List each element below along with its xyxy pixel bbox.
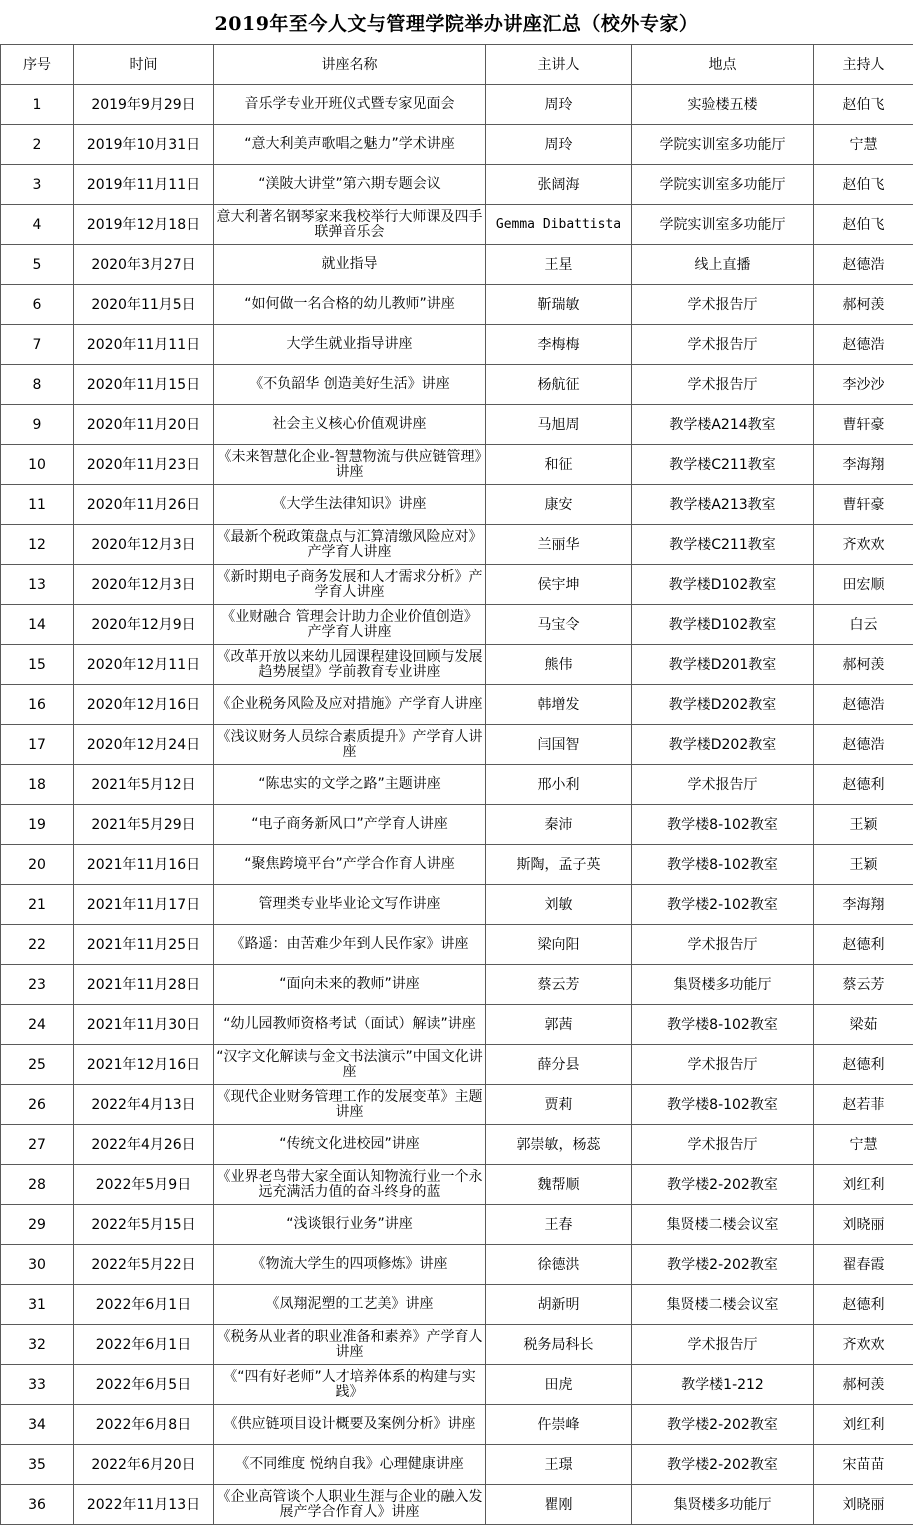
cell-name: 《企业税务风险及应对措施》产学育人讲座 (214, 685, 486, 725)
cell-location: 教学楼8-102教室 (632, 1085, 814, 1125)
cell-location: 教学楼8-102教室 (632, 845, 814, 885)
cell-index: 2 (1, 125, 74, 165)
cell-host: 齐欢欢 (814, 525, 913, 565)
cell-location: 集贤楼二楼会议室 (632, 1205, 814, 1245)
cell-speaker: 杨航征 (486, 365, 632, 405)
cell-host: 王颖 (814, 805, 913, 845)
cell-host: 赵伯飞 (814, 165, 913, 205)
cell-host: 郝柯羡 (814, 645, 913, 685)
cell-index: 29 (1, 1205, 74, 1245)
cell-index: 6 (1, 285, 74, 325)
cell-index: 19 (1, 805, 74, 845)
header-index: 序号 (1, 45, 74, 85)
cell-index: 25 (1, 1045, 74, 1085)
cell-index: 21 (1, 885, 74, 925)
cell-name: “意大利美声歌唱之魅力”学术讲座 (214, 125, 486, 165)
cell-date: 2019年10月31日 (74, 125, 214, 165)
cell-index: 11 (1, 485, 74, 525)
cell-location: 学术报告厅 (632, 325, 814, 365)
cell-date: 2021年5月12日 (74, 765, 214, 805)
table-row (1, 1445, 913, 1485)
cell-date: 2021年12月16日 (74, 1045, 214, 1085)
cell-index: 31 (1, 1285, 74, 1325)
cell-date: 2020年3月27日 (74, 245, 214, 285)
cell-date: 2019年11月11日 (74, 165, 214, 205)
cell-name: 《未来智慧化企业-智慧物流与供应链管理》讲座 (214, 445, 486, 485)
cell-index: 28 (1, 1165, 74, 1205)
cell-speaker: 王星 (486, 245, 632, 285)
table-row (1, 805, 913, 845)
cell-location: 学院实训室多功能厅 (632, 205, 814, 245)
cell-index: 13 (1, 565, 74, 605)
cell-date: 2021年11月30日 (74, 1005, 214, 1045)
cell-index: 27 (1, 1125, 74, 1165)
cell-speaker: 周玲 (486, 125, 632, 165)
cell-index: 12 (1, 525, 74, 565)
cell-name: “面向未来的教师”讲座 (214, 965, 486, 1005)
cell-name: 《最新个税政策盘点与汇算清缴风险应对》产学育人讲座 (214, 525, 486, 565)
table-row (1, 925, 913, 965)
table-row (1, 1285, 913, 1325)
cell-location: 学术报告厅 (632, 1325, 814, 1365)
table-row (1, 765, 913, 805)
cell-location: 学术报告厅 (632, 285, 814, 325)
cell-speaker: 郭崇敏，杨蕊 (486, 1125, 632, 1165)
header-speaker: 主讲人 (486, 45, 632, 85)
cell-index: 23 (1, 965, 74, 1005)
header-location: 地点 (632, 45, 814, 85)
cell-date: 2019年12月18日 (74, 205, 214, 245)
cell-host: 郝柯羡 (814, 1365, 913, 1405)
cell-date: 2022年5月15日 (74, 1205, 214, 1245)
cell-date: 2020年12月16日 (74, 685, 214, 725)
cell-index: 34 (1, 1405, 74, 1445)
cell-location: 教学楼D102教室 (632, 565, 814, 605)
cell-location: 教学楼A213教室 (632, 485, 814, 525)
cell-host: 梁茹 (814, 1005, 913, 1045)
cell-name: “浅谈银行业务”讲座 (214, 1205, 486, 1245)
table-row (1, 605, 913, 645)
cell-date: 2022年5月9日 (74, 1165, 214, 1205)
table-row (1, 485, 913, 525)
cell-name: 大学生就业指导讲座 (214, 325, 486, 365)
cell-location: 学术报告厅 (632, 365, 814, 405)
cell-name: 就业指导 (214, 245, 486, 285)
cell-date: 2020年11月20日 (74, 405, 214, 445)
table-row (1, 1125, 913, 1165)
header-row (1, 45, 913, 85)
cell-index: 32 (1, 1325, 74, 1365)
table-row (1, 165, 913, 205)
cell-location: 学术报告厅 (632, 1045, 814, 1085)
cell-location: 教学楼8-102教室 (632, 805, 814, 845)
cell-location: 学术报告厅 (632, 765, 814, 805)
cell-location: 教学楼2-202教室 (632, 1165, 814, 1205)
cell-name: “聚焦跨境平台”产学合作育人讲座 (214, 845, 486, 885)
cell-host: 李海翔 (814, 445, 913, 485)
cell-location: 学术报告厅 (632, 925, 814, 965)
cell-host: 曹轩豪 (814, 485, 913, 525)
cell-location: 集贤楼二楼会议室 (632, 1285, 814, 1325)
cell-speaker: 李梅梅 (486, 325, 632, 365)
table-row (1, 1165, 913, 1205)
cell-name: 《不负韶华 创造美好生活》讲座 (214, 365, 486, 405)
cell-speaker: 靳瑞敏 (486, 285, 632, 325)
cell-date: 2020年12月24日 (74, 725, 214, 765)
table-row (1, 405, 913, 445)
cell-location: 学术报告厅 (632, 1125, 814, 1165)
table-row (1, 525, 913, 565)
cell-speaker: 王春 (486, 1205, 632, 1245)
cell-speaker: 侯宇坤 (486, 565, 632, 605)
cell-speaker: 秦沛 (486, 805, 632, 845)
cell-location: 集贤楼多功能厅 (632, 965, 814, 1005)
cell-host: 李沙沙 (814, 365, 913, 405)
cell-location: 教学楼C211教室 (632, 445, 814, 485)
cell-name: “幼儿园教师资格考试（面试）解读”讲座 (214, 1005, 486, 1045)
cell-host: 宁慧 (814, 1125, 913, 1165)
cell-index: 18 (1, 765, 74, 805)
cell-date: 2019年9月29日 (74, 85, 214, 125)
cell-index: 9 (1, 405, 74, 445)
cell-date: 2022年11月13日 (74, 1485, 214, 1525)
cell-speaker: 徐德洪 (486, 1245, 632, 1285)
cell-location: 教学楼2-202教室 (632, 1405, 814, 1445)
cell-host: 赵德浩 (814, 685, 913, 725)
cell-name: “电子商务新风口”产学育人讲座 (214, 805, 486, 845)
cell-index: 7 (1, 325, 74, 365)
cell-name: “汉字文化解读与金文书法演示”中国文化讲座 (214, 1045, 486, 1085)
table-row (1, 885, 913, 925)
cell-location: 教学楼8-102教室 (632, 1005, 814, 1045)
table-row (1, 325, 913, 365)
cell-speaker: 韩增发 (486, 685, 632, 725)
cell-index: 17 (1, 725, 74, 765)
table-row (1, 1485, 913, 1525)
cell-index: 16 (1, 685, 74, 725)
cell-speaker: 薛分县 (486, 1045, 632, 1085)
cell-date: 2020年12月3日 (74, 565, 214, 605)
cell-name: 《现代企业财务管理工作的发展变革》主题讲座 (214, 1085, 486, 1125)
cell-name: 《路遥：由苦难少年到人民作家》讲座 (214, 925, 486, 965)
cell-host: 赵德浩 (814, 325, 913, 365)
cell-date: 2020年12月3日 (74, 525, 214, 565)
cell-host: 郝柯羡 (814, 285, 913, 325)
cell-location: 教学楼A214教室 (632, 405, 814, 445)
cell-host: 齐欢欢 (814, 1325, 913, 1365)
table-row (1, 685, 913, 725)
page-title: 2019年至今人文与管理学院举办讲座汇总（校外专家） (214, 12, 699, 35)
cell-name: 管理类专业毕业论文写作讲座 (214, 885, 486, 925)
table-row (1, 1365, 913, 1405)
table-row (1, 1205, 913, 1245)
cell-index: 3 (1, 165, 74, 205)
table-row (1, 845, 913, 885)
cell-host: 王颖 (814, 845, 913, 885)
cell-host: 刘红利 (814, 1405, 913, 1445)
cell-name: 《物流大学生的四项修炼》讲座 (214, 1245, 486, 1285)
cell-location: 线上直播 (632, 245, 814, 285)
cell-speaker: 胡新明 (486, 1285, 632, 1325)
cell-host: 宋苗苗 (814, 1445, 913, 1485)
cell-speaker: 张阔海 (486, 165, 632, 205)
cell-speaker: 魏帮顺 (486, 1165, 632, 1205)
cell-location: 学院实训室多功能厅 (632, 165, 814, 205)
cell-host: 宁慧 (814, 125, 913, 165)
cell-speaker: 邢小利 (486, 765, 632, 805)
table-row (1, 365, 913, 405)
cell-name: 《大学生法律知识》讲座 (214, 485, 486, 525)
cell-speaker: 王璟 (486, 1445, 632, 1485)
cell-date: 2020年11月11日 (74, 325, 214, 365)
table-row (1, 565, 913, 605)
cell-name: “传统文化进校园”讲座 (214, 1125, 486, 1165)
cell-date: 2022年6月8日 (74, 1405, 214, 1445)
cell-speaker: Gemma Dibattista (486, 205, 632, 245)
cell-speaker: 刘敏 (486, 885, 632, 925)
table-row (1, 285, 913, 325)
cell-date: 2021年11月17日 (74, 885, 214, 925)
cell-location: 教学楼D201教室 (632, 645, 814, 685)
table-row (1, 85, 913, 125)
cell-date: 2020年11月5日 (74, 285, 214, 325)
cell-index: 8 (1, 365, 74, 405)
cell-date: 2022年5月22日 (74, 1245, 214, 1285)
cell-speaker: 周玲 (486, 85, 632, 125)
cell-host: 赵德利 (814, 765, 913, 805)
cell-speaker: 仵崇峰 (486, 1405, 632, 1445)
cell-location: 教学楼2-202教室 (632, 1445, 814, 1485)
table-row (1, 965, 913, 1005)
cell-date: 2020年12月11日 (74, 645, 214, 685)
cell-index: 15 (1, 645, 74, 685)
cell-index: 22 (1, 925, 74, 965)
cell-index: 35 (1, 1445, 74, 1485)
cell-index: 4 (1, 205, 74, 245)
cell-host: 赵若菲 (814, 1085, 913, 1125)
cell-speaker: 蔡云芳 (486, 965, 632, 1005)
cell-index: 33 (1, 1365, 74, 1405)
header-date: 时间 (74, 45, 214, 85)
cell-date: 2020年11月23日 (74, 445, 214, 485)
cell-date: 2022年6月1日 (74, 1325, 214, 1365)
cell-date: 2022年4月13日 (74, 1085, 214, 1125)
table-row (1, 1045, 913, 1085)
cell-index: 26 (1, 1085, 74, 1125)
cell-location: 集贤楼多功能厅 (632, 1485, 814, 1525)
cell-speaker: 瞿刚 (486, 1485, 632, 1525)
cell-location: 教学楼D202教室 (632, 725, 814, 765)
cell-host: 赵德利 (814, 1285, 913, 1325)
cell-location: 教学楼C211教室 (632, 525, 814, 565)
cell-name: 《凤翔泥塑的工艺美》讲座 (214, 1285, 486, 1325)
cell-host: 赵德利 (814, 925, 913, 965)
cell-host: 刘晓丽 (814, 1485, 913, 1525)
table-body (1, 85, 913, 1525)
cell-speaker: 闫国智 (486, 725, 632, 765)
cell-date: 2020年12月9日 (74, 605, 214, 645)
cell-host: 白云 (814, 605, 913, 645)
header-name: 讲座名称 (214, 45, 486, 85)
cell-speaker: 郭茜 (486, 1005, 632, 1045)
table-row (1, 725, 913, 765)
cell-location: 教学楼2-202教室 (632, 1245, 814, 1285)
cell-index: 24 (1, 1005, 74, 1045)
cell-host: 翟春霞 (814, 1245, 913, 1285)
table-row (1, 1405, 913, 1445)
cell-name: 意大利著名钢琴家来我校举行大师课及四手联弹音乐会 (214, 205, 486, 245)
cell-date: 2021年5月29日 (74, 805, 214, 845)
table-row (1, 445, 913, 485)
cell-host: 曹轩豪 (814, 405, 913, 445)
cell-host: 赵伯飞 (814, 205, 913, 245)
cell-name: 《供应链项目设计概要及案例分析》讲座 (214, 1405, 486, 1445)
cell-speaker: 田虎 (486, 1365, 632, 1405)
cell-name: 《浅议财务人员综合素质提升》产学育人讲座 (214, 725, 486, 765)
cell-name: 《新时期电子商务发展和人才需求分析》产学育人讲座 (214, 565, 486, 605)
table-row (1, 1325, 913, 1365)
cell-date: 2021年11月16日 (74, 845, 214, 885)
table-row (1, 1245, 913, 1285)
cell-speaker: 梁向阳 (486, 925, 632, 965)
cell-name: 社会主义核心价值观讲座 (214, 405, 486, 445)
cell-location: 教学楼2-102教室 (632, 885, 814, 925)
cell-date: 2022年4月26日 (74, 1125, 214, 1165)
cell-date: 2021年11月28日 (74, 965, 214, 1005)
cell-host: 田宏顺 (814, 565, 913, 605)
cell-index: 5 (1, 245, 74, 285)
cell-index: 10 (1, 445, 74, 485)
table-row (1, 245, 913, 285)
cell-name: 《“四有好老师”人才培养体系的构建与实践》 (214, 1365, 486, 1405)
cell-index: 1 (1, 85, 74, 125)
cell-index: 36 (1, 1485, 74, 1525)
cell-date: 2020年11月26日 (74, 485, 214, 525)
lecture-table (0, 44, 913, 1525)
cell-index: 14 (1, 605, 74, 645)
cell-location: 教学楼D102教室 (632, 605, 814, 645)
cell-host: 赵伯飞 (814, 85, 913, 125)
cell-name: “如何做一名合格的幼儿教师”讲座 (214, 285, 486, 325)
cell-location: 教学楼1-212 (632, 1365, 814, 1405)
cell-host: 赵德利 (814, 1045, 913, 1085)
cell-index: 30 (1, 1245, 74, 1285)
cell-host: 李海翔 (814, 885, 913, 925)
cell-name: “陈忠实的文学之路”主题讲座 (214, 765, 486, 805)
cell-date: 2022年6月20日 (74, 1445, 214, 1485)
cell-host: 刘红利 (814, 1165, 913, 1205)
cell-speaker: 贾莉 (486, 1085, 632, 1125)
cell-speaker: 兰丽华 (486, 525, 632, 565)
cell-name: 《不同维度 悦纳自我》心理健康讲座 (214, 1445, 486, 1485)
cell-index: 20 (1, 845, 74, 885)
table-row (1, 1085, 913, 1125)
cell-speaker: 斯陶，孟子英 (486, 845, 632, 885)
cell-date: 2020年11月15日 (74, 365, 214, 405)
cell-name: 《企业高管谈个人职业生涯与企业的融入发展产学合作育人》讲座 (214, 1485, 486, 1525)
cell-date: 2022年6月1日 (74, 1285, 214, 1325)
table-row (1, 125, 913, 165)
cell-speaker: 马旭周 (486, 405, 632, 445)
cell-host: 赵德浩 (814, 245, 913, 285)
cell-name: 《改革开放以来幼儿园课程建设回顾与发展趋势展望》学前教育专业讲座 (214, 645, 486, 685)
cell-date: 2022年6月5日 (74, 1365, 214, 1405)
header-host: 主持人 (814, 45, 913, 85)
cell-name: 音乐学专业开班仪式暨专家见面会 (214, 85, 486, 125)
cell-host: 刘晓丽 (814, 1205, 913, 1245)
cell-location: 教学楼D202教室 (632, 685, 814, 725)
table-header (1, 45, 913, 85)
cell-speaker: 和征 (486, 445, 632, 485)
table-row (1, 1005, 913, 1045)
cell-speaker: 税务局科长 (486, 1325, 632, 1365)
cell-host: 蔡云芳 (814, 965, 913, 1005)
cell-location: 实验楼五楼 (632, 85, 814, 125)
cell-name: “渼陂大讲堂”第六期专题会议 (214, 165, 486, 205)
cell-speaker: 熊伟 (486, 645, 632, 685)
table-row (1, 645, 913, 685)
cell-speaker: 康安 (486, 485, 632, 525)
table-row (1, 205, 913, 245)
cell-location: 学院实训室多功能厅 (632, 125, 814, 165)
cell-speaker: 马宝令 (486, 605, 632, 645)
cell-date: 2021年11月25日 (74, 925, 214, 965)
cell-name: 《税务从业者的职业准备和素养》产学育人讲座 (214, 1325, 486, 1365)
cell-name: 《业财融合 管理会计助力企业价值创造》产学育人讲座 (214, 605, 486, 645)
cell-host: 赵德浩 (814, 725, 913, 765)
cell-name: 《业界老鸟带大家全面认知物流行业一个永远充满活力值的奋斗终身的蓝 (214, 1165, 486, 1205)
